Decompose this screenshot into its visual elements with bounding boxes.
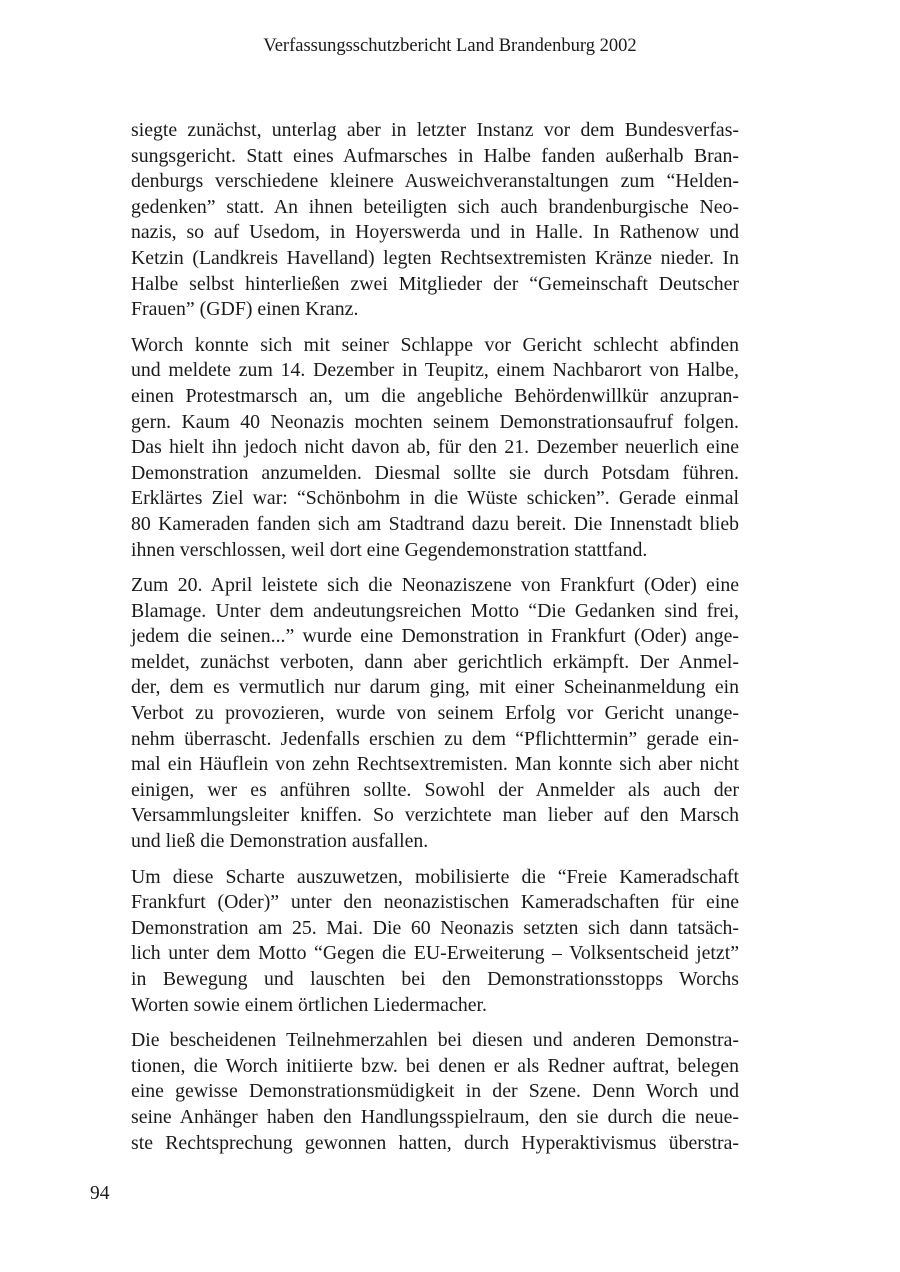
text-line: lich unter dem Motto “Gegen die EU-Erweiterung – Volksentscheid jetzt” [131,942,739,965]
text-line: Worten sowie einem örtlichen Liedermacher. [131,993,487,1016]
text-line: jedem die seinen...” wurde eine Demonstration in Frankfurt (Oder) ange- [131,625,739,648]
text-line: Worch konnte sich mit seiner Schlappe vor Gericht schlecht abfinden [131,333,739,356]
paragraph [131,1028,739,1156]
text-line: Erklärtes Ziel war: “Schönbohm in die Wüste schicken”. Gerade einmal [131,487,739,510]
text-line: eine gewisse Demonstrationsmüdigkeit in der Szene. Denn Worch und [131,1080,739,1103]
text-line: ihnen verschlossen, weil dort eine Gegendemonstration stattfand. [131,538,648,561]
text-line: und ließ die Demonstration ausfallen. [131,830,429,853]
text-line: Das hielt ihn jedoch nicht davon ab, für den 21. Dezember neuerlich eine [131,436,739,459]
text-line: Um diese Scharte auszuwetzen, mobilisierte die “Freie Kameradschaft [131,865,739,888]
page-number: 94 [90,1183,110,1204]
text-line: Demonstration anzumelden. Diesmal sollte sie durch Potsdam führen. [131,461,739,484]
text-line: und meldete zum 14. Dezember in Teupitz, einem Nachbarort von Halbe, [131,359,739,382]
text-line: Versammlungsleiter kniffen. So verzichtete man lieber auf den Marsch [131,804,739,827]
body-text [131,118,739,1166]
text-line: Halbe selbst hinterließen zwei Mitglieder der “Gemeinschaft Deutscher [131,272,739,295]
running-header: Verfassungsschutzbericht Land Brandenburg 2002 [263,36,637,56]
text-line: Zum 20. April leistete sich die Neonaziszene von Frankfurt (Oder) eine [131,574,739,597]
text-line: denburgs verschiedene kleinere Ausweichveranstaltungen zum “Helden- [131,170,739,193]
paragraph [131,865,739,1019]
text-line: seine Anhänger haben den Handlungsspielraum, den sie durch die neue- [131,1105,739,1128]
text-line: ste Rechtsprechung gewonnen hatten, durch Hyperaktivismus überstra- [131,1131,739,1154]
text-line: 80 Kameraden fanden sich am Stadtrand dazu bereit. Die Innenstadt blieb [131,512,739,535]
text-line: einen Protestmarsch an, um die angebliche Behördenwillkür anzupran- [131,384,739,407]
text-line: sungsgericht. Statt eines Aufmarsches in Halbe fanden außerhalb Bran- [131,144,739,167]
text-line: Ketzin (Landkreis Havelland) legten Rechtsextremisten Kränze nieder. In [131,246,739,269]
text-line: gedenken” statt. An ihnen beteiligten sich auch brandenburgische Neo- [131,195,739,218]
text-line: Frankfurt (Oder)” unter den neonazistischen Kameradschaften für eine [131,891,739,914]
text-line: Die bescheidenen Teilnehmerzahlen bei diesen und anderen Demonstra- [131,1029,739,1052]
paragraph [131,118,739,323]
paragraph [131,573,739,855]
text-line: gern. Kaum 40 Neonazis mochten seinem Demonstrationsaufruf folgen. [131,410,739,433]
text-line: Blamage. Unter dem andeutungsreichen Motto “Die Gedanken sind frei, [131,599,739,622]
text-line: in Bewegung und lauschten bei den Demonstrationsstopps Worchs [131,968,739,990]
text-line: der, dem es vermutlich nur darum ging, mit einer Scheinanmeldung ein [131,676,739,699]
text-line: Demonstration am 25. Mai. Die 60 Neonazis setzten sich dann tatsäch- [131,916,739,939]
text-line: nazis, so auf Usedom, in Hoyerswerda und in Halle. In Rathenow und [131,221,739,244]
text-line: nehm überrascht. Jedenfalls erschien zu dem “Pflichttermin” gerade ein- [131,727,739,750]
text-line: Frauen” (GDF) einen Kranz. [131,298,359,321]
text-line: siegte zunächst, unterlag aber in letzter Instanz vor dem Bundesverfas- [131,119,739,141]
text-line: Verbot zu provozieren, wurde von seinem Erfolg vor Gericht unange- [131,702,739,725]
paragraph [131,333,739,563]
text-line: mal ein Häuflein von zehn Rechtsextremisten. Man konnte sich aber nicht [131,753,739,776]
text-line: tionen, die Worch initiierte bzw. bei denen er als Redner auftrat, belegen [131,1054,739,1077]
text-line: meldet, zunächst verboten, dann aber gerichtlich erkämpft. Der Anmel- [131,650,739,673]
text-line: einigen, wer es anführen sollte. Sowohl der Anmelder als auch der [131,778,739,801]
